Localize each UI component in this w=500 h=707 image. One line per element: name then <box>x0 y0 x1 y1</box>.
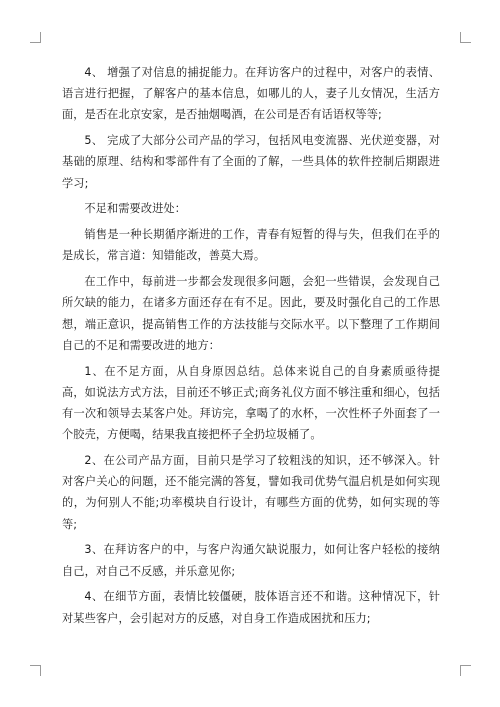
paragraph-6: 2、在公司产品方面，目前只是学习了较粗浅的知识，还不够深入。针对客户关心的问题，还不能完满的答复，譬如我司优势气温启机是如何实现的，为何别人不能;功率模块自行设计，有哪些方面的优势，如何实现的等等; <box>62 454 440 531</box>
paragraph-5: 1、在不足方面，从自身原因总结。总体来说自己的自身素质亟待提高，如说法方式方法，目前还不够正式;商务礼仪方面不够注重和细心，包括有一次和领导去某客户处。拜访完，拿喝了的水杯，一次性杯子外面套了一个胶壳，方便喝，结果我直接把杯子全扔垃圾桶了。 <box>62 364 440 442</box>
crop-mark-bottom-left <box>30 665 41 676</box>
document-body <box>62 62 440 633</box>
paragraph-2: 5、 完成了大部分公司产品的学习，包括风电变流器、光伏逆变器，对基础的原理、结构和零部件有了全面的了解，一些具体的软件控制后期跟进学习; <box>62 134 440 190</box>
crop-mark-bottom-right <box>460 665 471 676</box>
paragraph-4: 在工作中，每前进一步都会发现很多问题，会犯一些错误，会发现自己所欠缺的能力，在诸多方面还存在有不足。因此，要及时强化自己的工作思想，端正意识，提高销售工作的方法技能与交际水平。以下整理了工作期间自己的不足和需要改进的地方： <box>62 275 440 352</box>
paragraph-7: 3、在拜访客户的中，与客户沟通欠缺说服力，如何让客户轻松的接纳自己，对自己不反感，并乐意见你; <box>62 543 440 578</box>
paragraph-3: 销售是一种长期循序渐进的工作，青春有短暂的得与失，但我们在乎的是成长，常言道：知错能改，善莫大焉。 <box>62 228 440 263</box>
paragraph-8: 4、在细节方面，表情比较僵硬，肢体语言还不和谐。这种情况下，针对某些客户，会引起对方的反感，对自身工作造成困扰和压力; <box>62 590 440 625</box>
paragraph-1: 4、 增强了对信息的捕捉能力。在拜访客户的过程中，对客户的表情、语言进行把握，了解客户的基本信息，如哪儿的人，妻子儿女情况，生活方面，是否在北京安家，是否抽烟喝酒，在公司是否有话语权等等; <box>62 66 440 122</box>
crop-mark-top-right <box>460 32 471 43</box>
crop-mark-top-left <box>30 32 41 43</box>
section-heading: 不足和需要改进处： <box>84 202 186 216</box>
